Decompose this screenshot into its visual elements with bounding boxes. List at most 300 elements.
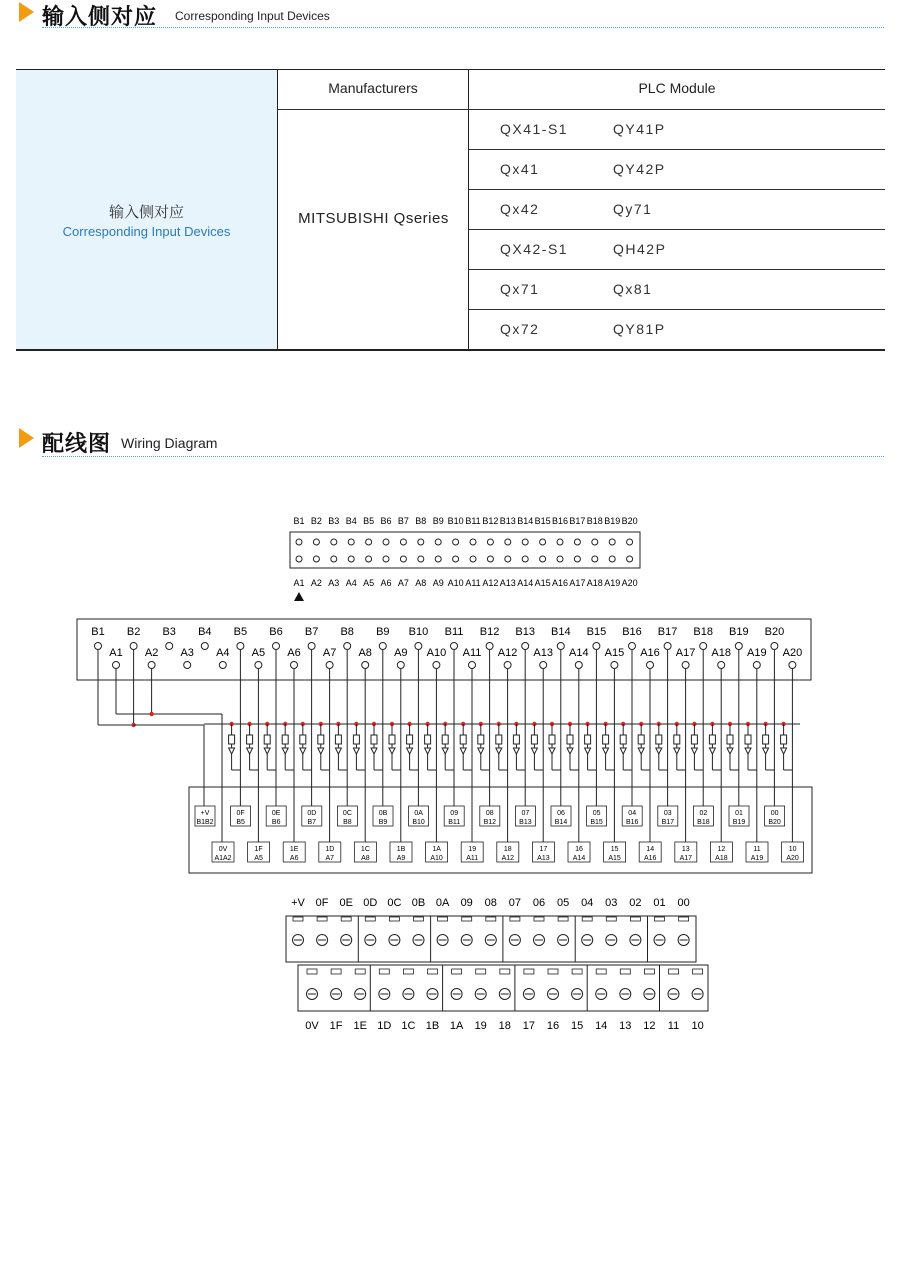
header-pin-a: [219, 662, 226, 669]
connector-pin: [470, 556, 476, 562]
led-icon: [335, 748, 341, 754]
terminal-signal: 0F: [236, 810, 245, 817]
connector-label-top: B20: [621, 516, 638, 526]
block-label-top: 08: [484, 897, 497, 909]
resistor: [745, 735, 751, 744]
screw-slot: [644, 969, 654, 974]
module-input: Qx71: [500, 281, 540, 297]
header-pin-b: [95, 643, 102, 650]
terminal-pin: A19: [750, 855, 764, 862]
header-pin-b: [415, 643, 422, 650]
terminal-pin: A11: [466, 855, 479, 862]
terminal-signal: 11: [753, 846, 761, 853]
connector-label-bottom: A5: [363, 578, 375, 588]
section-title-cn: 输入侧对应: [42, 5, 158, 30]
resistor: [282, 735, 288, 744]
block-label-bottom: 17: [522, 1020, 536, 1032]
terminal-signal: 06: [557, 810, 565, 817]
connector-pin: [348, 539, 354, 545]
header-pin-b: [166, 643, 173, 650]
connector-pin: [313, 556, 319, 562]
resistor: [549, 735, 555, 744]
connector-label-bottom: A17: [569, 578, 586, 588]
header-pin-label-a: A14: [569, 647, 589, 659]
terminal-pin: B12: [483, 819, 497, 826]
table-left-label-cell: [16, 70, 278, 349]
terminal-pin: B7: [307, 819, 317, 826]
block-label-bottom: 1B: [425, 1020, 440, 1032]
section-header-devices: [0, 0, 900, 40]
terminal-signal: 1E: [289, 846, 299, 853]
terminal-pin: A13: [537, 855, 550, 862]
header-pin-label-a: A9: [394, 647, 408, 659]
screw-slot: [620, 969, 630, 974]
header-pin-a: [362, 662, 369, 669]
header-pin-a: [397, 662, 404, 669]
block-label-bottom: 18: [498, 1020, 511, 1032]
resistor: [674, 735, 680, 744]
header-pin-label-a: A6: [287, 647, 301, 659]
connector-label-bottom: A14: [517, 578, 534, 588]
connector-label-bottom: A13: [499, 578, 516, 588]
block-label-bottom: 14: [595, 1020, 608, 1032]
terminal-pin: A5: [254, 855, 263, 862]
led-icon: [264, 748, 270, 754]
module-row-rule: [469, 309, 885, 310]
led-icon: [496, 748, 502, 754]
terminal-signal: 05: [592, 810, 601, 817]
block-label-bottom: 15: [570, 1020, 584, 1032]
block-label-top: 07: [508, 897, 522, 909]
screw-slot: [524, 969, 534, 974]
terminal-signal: 0D: [307, 810, 317, 817]
connector-pin: [609, 556, 615, 562]
header-pin-a: [504, 662, 511, 669]
connector-label-bottom: A18: [586, 578, 603, 588]
connector-pin: [487, 556, 493, 562]
connector-label-bottom: A3: [328, 578, 340, 588]
connector-label-top: B19: [604, 516, 621, 526]
led-icon: [585, 748, 591, 754]
screw-slot: [693, 969, 703, 974]
module-row-rule: [469, 189, 885, 190]
header-pin-a: [255, 662, 262, 669]
connector-pin: [453, 556, 459, 562]
connector-pin: [540, 539, 546, 545]
screw-slot: [428, 969, 438, 974]
connector-pin: [400, 539, 406, 545]
terminal-signal: 03: [663, 810, 672, 817]
connector-label-bottom: A6: [380, 578, 392, 588]
block-label-top: 05: [556, 897, 570, 909]
led-icon: [709, 748, 715, 754]
header-pin-a: [184, 662, 191, 669]
block-label-bottom: 1C: [401, 1020, 416, 1032]
connector-label-bottom: A9: [432, 578, 444, 588]
block-label-top: 0C: [387, 897, 402, 909]
resistor: [513, 735, 519, 744]
header-pin-b: [664, 643, 671, 650]
terminal-signal: 12: [717, 846, 726, 853]
terminal-pin: A14: [572, 855, 586, 862]
connector-label-bottom: A19: [604, 578, 621, 588]
module-output: QH42P: [613, 241, 667, 257]
section-title-en: Corresponding Input Devices: [175, 9, 330, 23]
terminal-signal: 0E: [271, 810, 281, 817]
connector-label-top: B14: [517, 516, 534, 526]
manufacturer-cell: MITSUBISHI Qseries: [298, 210, 449, 227]
dotted-divider: [42, 456, 884, 457]
connector-label-top: B7: [397, 516, 409, 526]
block-label-bottom: 19: [474, 1020, 487, 1032]
connector-pin: [522, 539, 528, 545]
connector-pin: [453, 539, 459, 545]
screw-slot: [317, 917, 327, 921]
connector-pin: [435, 539, 441, 545]
connector-pin: [313, 539, 319, 545]
header-pin-label-a: A20: [782, 647, 803, 659]
header-pin-label-a: A5: [251, 647, 266, 659]
led-icon: [745, 748, 751, 754]
section-title-en: Wiring Diagram: [121, 435, 218, 451]
resistor: [691, 735, 697, 744]
terminal-signal: 08: [485, 810, 494, 817]
terminal-signal: 17: [539, 846, 548, 853]
led-icon: [389, 748, 395, 754]
header-pin-b: [201, 643, 208, 650]
terminal-pin: B14: [554, 819, 568, 826]
module-output: Qx81: [613, 281, 653, 297]
led-icon: [442, 748, 448, 754]
block-label-top: 06: [532, 897, 546, 909]
terminal-signal: 02: [699, 810, 708, 817]
terminal-signal: 18: [503, 846, 512, 853]
connector-pin: [487, 539, 493, 545]
terminal-pin: B11: [448, 819, 461, 826]
connector-label-top: B3: [328, 516, 340, 526]
led-icon: [531, 748, 537, 754]
block-label-top: 00: [677, 897, 690, 909]
screw-slot: [558, 917, 568, 921]
resistor: [335, 735, 341, 744]
connector-pin: [592, 539, 598, 545]
screw-slot: [462, 917, 472, 921]
terminal-signal: 15: [610, 846, 619, 853]
header-pin-label-b: B7: [304, 626, 319, 638]
header-pin-a: [611, 662, 618, 669]
connector-label-top: B6: [380, 516, 392, 526]
header-pin-label-a: A1: [109, 647, 123, 659]
left-label-cn: 输入侧对应: [108, 203, 184, 221]
block-label-top: 0F: [315, 897, 329, 909]
module-row-rule: [469, 229, 885, 230]
connector-pin: [383, 556, 389, 562]
header-pin-label-b: B11: [444, 626, 464, 638]
terminal-signal: 16: [575, 846, 583, 853]
terminal-signal: +V: [200, 810, 210, 817]
connector-label-top: B4: [345, 516, 357, 526]
junction-dot: [149, 712, 153, 716]
led-icon: [300, 748, 306, 754]
block-label-bottom: 0V: [305, 1020, 319, 1032]
screw-slot: [534, 917, 544, 921]
terminal-pin: B15: [590, 819, 603, 826]
connector-pin: [418, 556, 424, 562]
header-pin-a: [291, 662, 298, 669]
led-icon: [638, 748, 644, 754]
header-pin-label-a: A13: [533, 647, 553, 659]
led-icon: [407, 748, 413, 754]
header-pin-label-b: B2: [126, 626, 141, 638]
screw-slot: [630, 917, 640, 921]
resistor: [567, 735, 573, 744]
header-rule: [278, 109, 885, 110]
connector-pin: [400, 556, 406, 562]
header-pin-b: [629, 643, 636, 650]
led-icon: [691, 748, 697, 754]
terminal-signal: 1B: [396, 846, 406, 853]
header-pin-label-b: B1: [91, 626, 105, 638]
header-pin-label-b: B3: [162, 626, 176, 638]
connector-label-bottom: A15: [534, 578, 551, 588]
header-pin-label-b: B16: [622, 626, 642, 638]
terminal-pin: B5: [236, 819, 245, 826]
connector-label-bottom: A4: [345, 578, 357, 588]
terminal-signal: 0C: [342, 810, 352, 817]
terminal-pin: B6: [271, 819, 281, 826]
resistor: [371, 735, 377, 744]
connector-pin: [435, 556, 441, 562]
terminal-signal: 19: [468, 846, 477, 853]
terminal-signal: 04: [628, 810, 637, 817]
resistor: [585, 735, 591, 744]
resistor: [264, 735, 270, 744]
resistor: [763, 735, 769, 744]
header-pin-b: [771, 643, 778, 650]
led-icon: [460, 748, 466, 754]
header-pin-b: [486, 643, 493, 650]
screw-slot: [414, 917, 424, 921]
header-pin-label-b: B9: [376, 626, 390, 638]
screw-slot: [486, 917, 496, 921]
led-icon: [425, 748, 431, 754]
resistor: [620, 735, 626, 744]
resistor: [531, 735, 537, 744]
header-pin-label-a: A10: [426, 647, 447, 659]
screw-slot: [331, 969, 341, 974]
connector-pin: [609, 539, 615, 545]
header-pin-b: [557, 643, 564, 650]
terminal-pin: A12: [501, 855, 515, 862]
connector-label-top: B9: [432, 516, 444, 526]
resistor: [656, 735, 662, 744]
module-output: QY81P: [613, 321, 666, 337]
led-icon: [247, 748, 253, 754]
orange-arrow-icon: [19, 2, 34, 22]
terminal-pin: B10: [412, 819, 425, 826]
connector-pin: [522, 556, 528, 562]
header-pin-label-a: A15: [604, 647, 625, 659]
screw-slot: [669, 969, 679, 974]
resistor: [442, 735, 448, 744]
wiring-diagram: [0, 500, 900, 1060]
connector-label-top: B18: [586, 516, 603, 526]
header-pin-label-b: B6: [269, 626, 283, 638]
header-pin-b: [130, 643, 137, 650]
terminal-signal: 13: [681, 846, 690, 853]
screw-slot: [582, 917, 592, 921]
header-pin-a: [433, 662, 440, 669]
terminal-signal: 0V: [218, 846, 228, 853]
block-label-top: 04: [581, 897, 594, 909]
led-icon: [656, 748, 662, 754]
header-pin-label-a: A7: [322, 647, 337, 659]
terminal-pin: B18: [697, 819, 710, 826]
header-pin-label-b: B4: [198, 626, 212, 638]
resistor: [389, 735, 395, 744]
connector-pin: [557, 556, 563, 562]
led-icon: [727, 748, 733, 754]
resistor: [638, 735, 644, 744]
connector-label-bottom: A1: [293, 578, 305, 588]
header-pin-a: [575, 662, 582, 669]
terminal-pin: A9: [396, 855, 406, 862]
screw-slot: [379, 969, 389, 974]
terminal-signal: 1F: [254, 846, 263, 853]
module-row-rule: [469, 149, 885, 150]
block-label-bottom: 10: [691, 1020, 704, 1032]
connector-label-top: B17: [569, 516, 586, 526]
header-pin-a: [682, 662, 689, 669]
led-icon: [371, 748, 377, 754]
terminal-signal: 0A: [414, 810, 423, 817]
dotted-divider: [42, 27, 884, 28]
resistor: [709, 735, 715, 744]
connector-pin: [470, 539, 476, 545]
module-input: QX41-S1: [500, 121, 569, 137]
screw-slot: [389, 917, 399, 921]
terminal-pin: A8: [361, 855, 370, 862]
connector-pin: [505, 539, 511, 545]
connector-pin: [331, 539, 337, 545]
header-pin-label-a: A19: [747, 647, 767, 659]
connector-label-top: B12: [482, 516, 499, 526]
module-input: QX42-S1: [500, 241, 569, 257]
screw-slot: [403, 969, 413, 974]
header-pin-label-a: A3: [180, 647, 194, 659]
module-input: Qx41: [500, 161, 540, 177]
header-pin-label-a: A17: [675, 647, 696, 659]
block-label-top: 0B: [411, 897, 426, 909]
module-input: Qx72: [500, 321, 540, 337]
block-label-bottom: 1D: [377, 1020, 392, 1032]
device-table: [16, 69, 885, 351]
screw-slot: [679, 917, 689, 921]
connector-label-top: B13: [499, 516, 516, 526]
screw-slot: [510, 917, 520, 921]
terminal-pin: B17: [661, 819, 675, 826]
terminal-signal: 00: [770, 810, 779, 817]
header-pin-label-b: B20: [764, 626, 785, 638]
terminal-pin: B8: [343, 819, 352, 826]
connector-pin: [557, 539, 563, 545]
connector-body: [290, 532, 640, 568]
resistor: [247, 735, 253, 744]
header-pin-a: [148, 662, 155, 669]
terminal-pin: A18: [715, 855, 728, 862]
resistor: [407, 735, 413, 744]
block-label-top: 0D: [363, 897, 378, 909]
connector-label-bottom: A7: [397, 578, 409, 588]
led-icon: [229, 748, 235, 754]
header-pin-a: [789, 662, 796, 669]
terminal-pin: B20: [768, 819, 781, 826]
header-pin-b: [451, 643, 458, 650]
header-pin-b: [735, 643, 742, 650]
screw-slot: [341, 917, 351, 921]
block-label-bottom: 1E: [353, 1020, 367, 1032]
header-pin-b: [700, 643, 707, 650]
section-header-wiring: [0, 425, 900, 465]
header-pin-label-b: B15: [586, 626, 607, 638]
terminal-pin: A17: [679, 855, 693, 862]
terminal-signal: 1A: [432, 846, 441, 853]
header-manufacturers: Manufacturers: [328, 80, 418, 96]
resistor: [229, 735, 235, 744]
connector-label-top: B10: [447, 516, 464, 526]
connector-label-bottom: A20: [621, 578, 638, 588]
header-pin-label-b: B18: [693, 626, 713, 638]
terminal-pin: A10: [430, 855, 443, 862]
connector-label-bottom: A8: [415, 578, 427, 588]
connector-pin: [296, 539, 302, 545]
connector-label-bottom: A10: [447, 578, 464, 588]
header-pin-label-b: B17: [657, 626, 678, 638]
terminal-pin: B9: [378, 819, 388, 826]
module-output: QY41P: [613, 121, 666, 137]
left-label-en: Corresponding Input Devices: [62, 224, 231, 239]
table-bottom-rule: [16, 349, 885, 351]
header-pin-label-a: A4: [216, 647, 230, 659]
connector-pin: [627, 556, 633, 562]
connector-label-top: B16: [551, 516, 569, 526]
screw-slot: [293, 917, 303, 921]
header-pin-a: [718, 662, 725, 669]
block-label-top: 09: [460, 897, 473, 909]
block-label-top: 0A: [435, 897, 450, 909]
terminal-signal: 10: [788, 846, 797, 853]
screw-slot: [500, 969, 510, 974]
led-icon: [620, 748, 626, 754]
header-pin-b: [308, 643, 315, 650]
header-pin-b: [273, 643, 280, 650]
header-pin-a: [753, 662, 760, 669]
block-label-top: 03: [605, 897, 618, 909]
connector-pin: [366, 556, 372, 562]
terminal-pin: B13: [519, 819, 532, 826]
orange-arrow-icon: [19, 428, 34, 448]
header-pin-a: [326, 662, 333, 669]
header-pin-label-a: A2: [144, 647, 159, 659]
connector-pin: [505, 556, 511, 562]
connector-pin: [592, 556, 598, 562]
terminal-pin: A16: [643, 855, 657, 862]
connector-pin: [348, 556, 354, 562]
screw-slot: [476, 969, 486, 974]
connector-label-top: B11: [465, 516, 481, 526]
module-output: QY42P: [613, 161, 666, 177]
block-label-bottom: 13: [619, 1020, 632, 1032]
